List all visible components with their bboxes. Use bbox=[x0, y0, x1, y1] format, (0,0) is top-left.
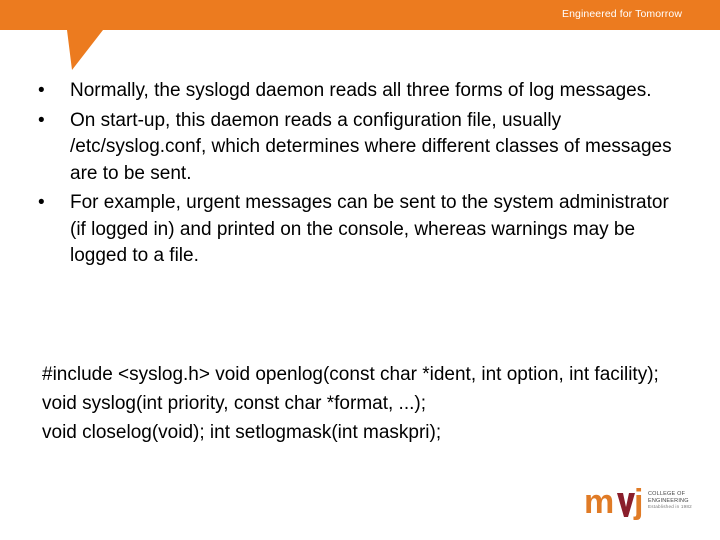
code-line: void closelog(void); int setlogmask(int maskpri); bbox=[42, 422, 442, 443]
logo-line-college: COLLEGE OF bbox=[648, 491, 686, 497]
bullet-text: Normally, the syslogd daemon reads all three forms of log messages. bbox=[70, 80, 652, 101]
bullet-item bbox=[38, 108, 678, 188]
bullet-text: For example, urgent messages can be sent to the system administrator (if logged in) and printed on the console, whereas warnings may be logged to a file. bbox=[70, 192, 669, 266]
logo-letter-m: m bbox=[584, 483, 615, 521]
bullet-symbol: • bbox=[38, 109, 45, 131]
header-tagline: Engineered for Tomorrow bbox=[562, 8, 682, 20]
code-line: void syslog(int priority, const char *format, ...); bbox=[42, 393, 426, 414]
code-line: #include <syslog.h> void openlog(const char *ident, int option, int facility); bbox=[42, 364, 659, 385]
bullet-symbol: • bbox=[38, 192, 45, 213]
logo-line-established: Established in 1982 bbox=[648, 504, 692, 509]
logo-letter-j: j bbox=[634, 483, 644, 521]
bullet-item bbox=[38, 78, 678, 105]
logo-line-engineering: ENGINEERING bbox=[648, 497, 689, 504]
code-block bbox=[42, 360, 682, 447]
logo-mark bbox=[584, 483, 648, 523]
logo-text bbox=[648, 491, 708, 511]
bullet-symbol: • bbox=[38, 80, 45, 101]
bullet-list bbox=[38, 78, 678, 273]
bullet-text: On start-up, this daemon reads a configuration file, usually /etc/syslog.conf, which determines where different classes of messages are to be sent. bbox=[70, 109, 672, 184]
college-logo bbox=[584, 483, 704, 527]
bullet-item bbox=[38, 190, 678, 270]
logo-letter-v bbox=[617, 493, 635, 517]
